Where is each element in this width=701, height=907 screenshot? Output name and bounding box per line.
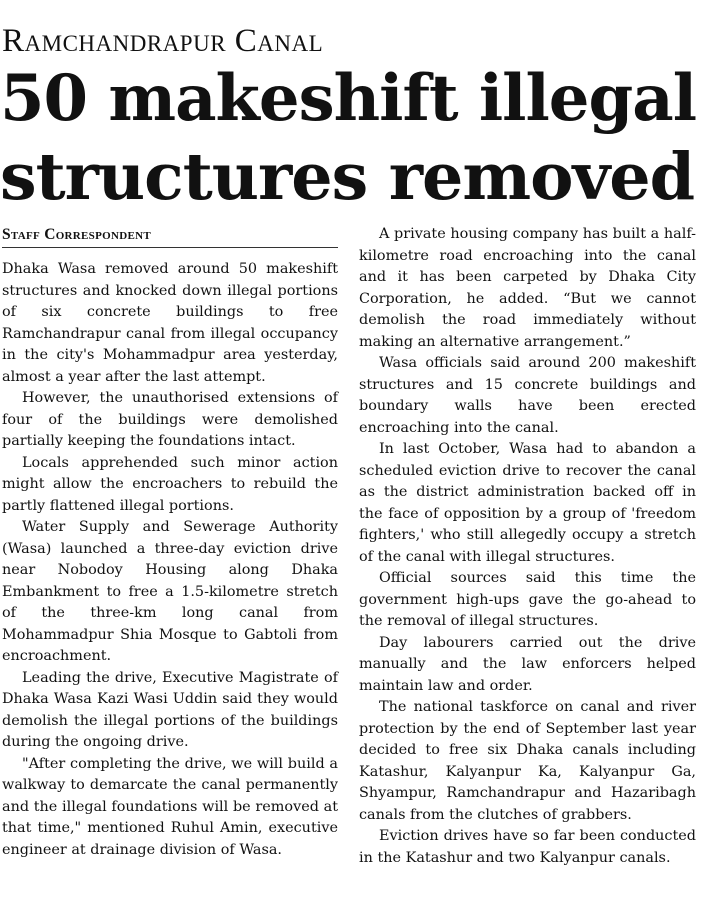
paragraph: Eviction drives have so far been conducted in the Katashur and two Kalyanpur canals. bbox=[359, 828, 696, 866]
paragraph: Leading the drive, Executive Magistrate of Dhaka Wasa Kazi Wasi Uddin said they would demolish the illegal portions of the buildings during the ongoing drive. bbox=[2, 669, 338, 750]
left-column bbox=[2, 259, 338, 861]
byline: Staff Correspondent bbox=[2, 226, 338, 248]
paragraph: However, the unauthorised extensions of four of the buildings were demolished partially keeping the foundations intact. bbox=[2, 390, 338, 449]
paragraph: In last October, Wasa had to abandon a scheduled eviction drive to recover the canal as the district administration backed off in the face of opposition by a group of 'freedom fighters,' who still allegedly occupy a stretch of the canal with illegal structures. bbox=[359, 441, 696, 565]
headline bbox=[0, 60, 701, 216]
kicker: Ramchandrapur Canal bbox=[2, 23, 324, 59]
paragraph: Water Supply and Sewerage Authority (Wasa) launched a three-day eviction drive near Nobodoy Housing along Dhaka Embankment to free a 1.5-kilometre stretch of the three-km long canal from Mohammadpur Shia Mosque to Gabtoli from encroachment. bbox=[2, 519, 338, 664]
paragraph: Dhaka Wasa removed around 50 makeshift structures and knocked down illegal portions of six concrete buildings to free Ramchandrapur canal from illegal occupancy in the city's Mohammadpur area yesterday, almost a year after the last attempt. bbox=[2, 261, 338, 385]
paragraph: Official sources said this time the government high-ups gave the go-ahead to the removal of illegal structures. bbox=[359, 570, 696, 629]
paragraph: Day labourers carried out the drive manually and the law enforcers helped maintain law and order. bbox=[359, 634, 696, 694]
paragraph: Wasa officials said around 200 makeshift structures and 15 concrete buildings and boundary walls have been erected encroaching into the canal. bbox=[359, 355, 696, 436]
headline-line-2: structures removed bbox=[0, 139, 695, 215]
right-column bbox=[359, 224, 696, 869]
paragraph: "After completing the drive, we will build a walkway to demarcate the canal permanently and the illegal foundations will be removed at that time," mentioned Ruhul Amin, executive engineer at drainage division of Wasa. bbox=[2, 755, 338, 858]
paragraph: Locals apprehended such minor action might allow the encroachers to rebuild the partly flattened illegal portions. bbox=[2, 454, 338, 514]
headline-line-1: 50 makeshift illegal bbox=[0, 61, 697, 136]
paragraph: The national taskforce on canal and river protection by the end of September last year decided to free six Dhaka canals including Katashur, Kalyanpur Ka, Kalyanpur Ga, Shyampur, Ramchandrapur and Hazaribagh canals from the clutches of grabbers. bbox=[359, 699, 696, 823]
paragraph: A private housing company has built a half-kilometre road encroaching into the canal and it has been carpeted by Dhaka City Corporation, he added. “But we cannot demolish the road immediately without making an alternative arrangement.” bbox=[359, 226, 696, 350]
